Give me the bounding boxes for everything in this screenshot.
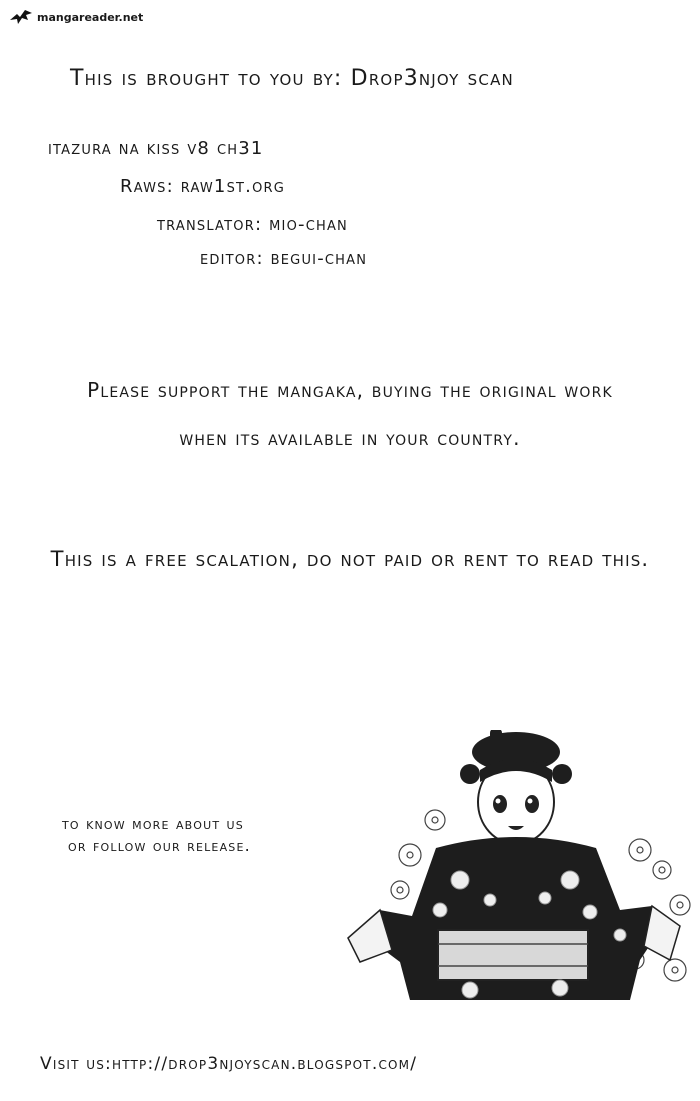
chapter-title: itazura na kiss v8 ch31 xyxy=(48,138,264,159)
bird-logo-icon xyxy=(8,8,34,26)
translator-credit: translator: mio-chan xyxy=(157,214,348,235)
follow-text-line1: to know more about us xyxy=(62,814,244,833)
follow-text-line2: or follow our release. xyxy=(68,836,251,855)
support-notice-line1: Please support the mangaka, buying the original work xyxy=(87,378,613,402)
editor-credit: editor: begui-chan xyxy=(200,248,368,269)
support-notice-line2: when its available in your country. xyxy=(179,426,521,450)
headline: This is brought to you by: Drop3njoy scan xyxy=(70,66,514,91)
kimono-girl-illustration xyxy=(340,730,695,1004)
free-notice: This is a free scalation, do not paid or rent to read this. xyxy=(50,547,650,571)
raws-credit: Raws: raw1st.org xyxy=(120,176,286,197)
visit-link[interactable]: Visit us:http://drop3njoyscan.blogspot.com/ xyxy=(40,1054,418,1074)
watermark xyxy=(8,8,143,26)
watermark-text: mangareader.net xyxy=(37,10,144,24)
